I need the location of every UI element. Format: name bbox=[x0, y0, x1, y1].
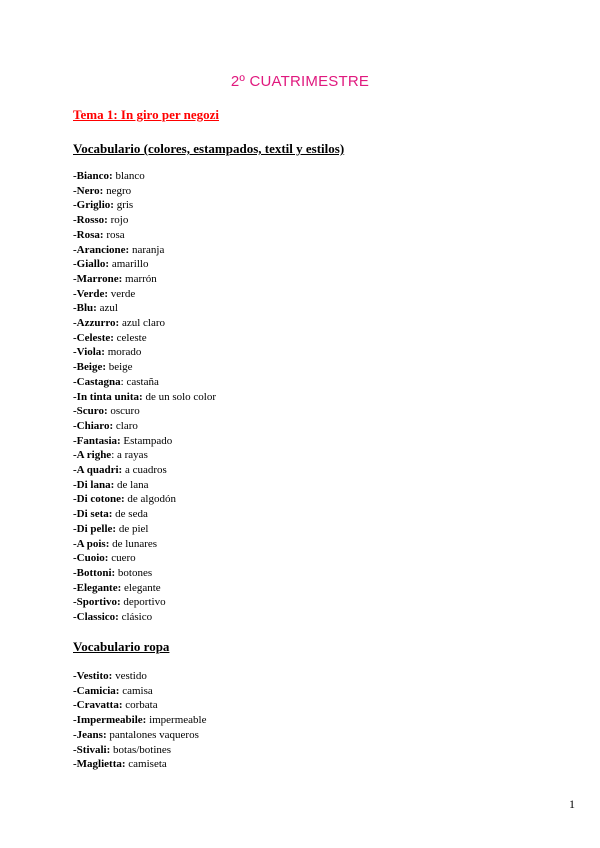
vocab-translation: claro bbox=[113, 419, 138, 432]
vocab-translation: oscuro bbox=[107, 405, 140, 418]
vocab-translation: negro bbox=[103, 184, 132, 197]
vocab-translation: azul claro bbox=[119, 317, 166, 330]
list-item bbox=[73, 492, 216, 507]
list-item bbox=[73, 757, 206, 772]
list-item bbox=[73, 390, 216, 405]
vocab-translation: botones bbox=[115, 566, 153, 579]
vocab-translation: botas/botines bbox=[110, 743, 172, 756]
list-item bbox=[73, 316, 216, 331]
vocab-translation: de un solo color bbox=[142, 390, 217, 403]
list-item bbox=[73, 566, 216, 581]
list-item bbox=[73, 610, 216, 625]
clothing-vocabulary-list bbox=[73, 669, 206, 772]
vocab-term: -Rosso: bbox=[73, 214, 108, 227]
vocab-term: -Chiaro: bbox=[73, 419, 114, 432]
vocab-term: -Di lana: bbox=[73, 478, 115, 491]
vocab-translation: clásico bbox=[118, 611, 153, 624]
vocabulary-list bbox=[73, 169, 216, 625]
list-item bbox=[73, 448, 216, 463]
tema-heading: Tema 1: In giro per negozi bbox=[73, 107, 220, 122]
vocab-term: -Di pelle: bbox=[73, 522, 117, 535]
vocab-term: -A quadri: bbox=[73, 464, 123, 477]
vocab-term: -Griglio: bbox=[73, 199, 114, 212]
vocab-term: -Marrone: bbox=[73, 272, 123, 285]
vocab-term: -Di seta: bbox=[73, 508, 113, 521]
vocab-translation: deportivo bbox=[120, 596, 166, 609]
vocabulary-heading: Vocabulario (colores, estampados, textil y estilos) bbox=[73, 141, 345, 156]
vocab-translation: elegante bbox=[121, 581, 161, 594]
vocab-term: -Blu: bbox=[73, 302, 97, 315]
list-item bbox=[73, 243, 216, 258]
vocab-term: -Vestito: bbox=[73, 670, 113, 682]
list-item bbox=[73, 375, 216, 390]
list-item bbox=[73, 287, 216, 302]
list-item bbox=[73, 595, 216, 610]
list-item bbox=[73, 198, 216, 213]
list-item bbox=[73, 743, 206, 758]
vocab-translation: morado bbox=[104, 346, 142, 359]
list-item bbox=[73, 213, 216, 228]
vocab-term: -Sportivo: bbox=[73, 596, 121, 609]
vocab-translation: rojo bbox=[107, 214, 129, 227]
vocab-translation: de algodón bbox=[124, 493, 176, 506]
vocab-term: -Impermeabile: bbox=[73, 714, 147, 727]
list-item bbox=[73, 228, 216, 243]
vocab-term: -Cuoio: bbox=[73, 552, 109, 565]
vocab-term: -Giallo: bbox=[73, 258, 110, 271]
vocab-term: -Verde: bbox=[73, 287, 109, 300]
vocab-translation: blanco bbox=[112, 170, 145, 182]
vocab-term: -Rosa: bbox=[73, 228, 104, 241]
vocab-term: -Camicia: bbox=[73, 684, 120, 697]
list-item bbox=[73, 434, 216, 449]
vocab-term: -Maglietta: bbox=[73, 758, 126, 771]
vocab-translation: amarillo bbox=[109, 258, 149, 271]
vocab-term: -Cravatta: bbox=[73, 699, 123, 712]
vocab-translation: : a rayas bbox=[111, 449, 148, 462]
vocab-translation: naranja bbox=[129, 243, 165, 256]
list-item bbox=[73, 463, 216, 478]
page-number: 1 bbox=[569, 797, 575, 811]
list-item bbox=[73, 551, 216, 566]
list-item bbox=[73, 728, 206, 743]
vocab-term: -Castagna bbox=[73, 375, 121, 388]
vocab-term: -Fantasia: bbox=[73, 434, 121, 447]
list-item bbox=[73, 360, 216, 375]
vocab-translation: verde bbox=[108, 287, 136, 300]
vocab-translation: gris bbox=[113, 199, 134, 212]
vocab-translation: a cuadros bbox=[122, 464, 167, 477]
list-item bbox=[73, 713, 206, 728]
list-item bbox=[73, 404, 216, 419]
list-item bbox=[73, 345, 216, 360]
vocab-term: -Jeans: bbox=[73, 728, 107, 741]
vocab-translation: de piel bbox=[116, 522, 149, 535]
vocab-translation: beige bbox=[105, 361, 133, 374]
vocab-translation: de lana bbox=[114, 478, 149, 491]
vocab-term: -Classico: bbox=[73, 611, 119, 624]
list-item bbox=[73, 698, 206, 713]
list-item bbox=[73, 184, 216, 199]
list-item bbox=[73, 257, 216, 272]
vocab-term: -Scuro: bbox=[73, 405, 108, 418]
list-item bbox=[73, 581, 216, 596]
vocab-translation: azul bbox=[96, 302, 118, 315]
vocab-term: -Arancione: bbox=[73, 243, 130, 256]
vocab-term: -Stivali: bbox=[73, 743, 111, 756]
vocab-translation: cuero bbox=[108, 552, 136, 565]
vocab-translation: corbata bbox=[122, 699, 158, 712]
list-item bbox=[73, 684, 206, 699]
list-item bbox=[73, 419, 216, 434]
vocab-translation: de lunares bbox=[109, 537, 158, 550]
vocab-term: -A righe bbox=[73, 449, 112, 462]
vocab-translation: rosa bbox=[103, 228, 125, 241]
vocab-term: -A pois: bbox=[73, 537, 110, 550]
list-item bbox=[73, 169, 216, 184]
list-item bbox=[73, 522, 216, 537]
vocab-translation: de seda bbox=[112, 508, 148, 521]
vocab-translation: camisa bbox=[119, 684, 153, 697]
list-item bbox=[73, 301, 216, 316]
vocab-translation: : castaña bbox=[120, 375, 159, 388]
list-item bbox=[73, 331, 216, 346]
list-item bbox=[73, 478, 216, 493]
vocab-term: -Azzurro: bbox=[73, 317, 120, 330]
vocab-translation: celeste bbox=[113, 331, 147, 344]
vocab-translation: camiseta bbox=[125, 758, 167, 771]
vocab-translation: impermeable bbox=[146, 714, 207, 727]
list-item bbox=[73, 272, 216, 287]
list-item bbox=[73, 537, 216, 552]
page-title: 2º CUATRIMESTRE bbox=[230, 73, 370, 90]
vocab-term: -Beige: bbox=[73, 361, 106, 374]
vocab-translation: vestido bbox=[112, 670, 147, 682]
clothing-vocabulary-heading: Vocabulario ropa bbox=[73, 639, 170, 654]
vocab-term: -In tinta unita: bbox=[73, 390, 143, 403]
vocab-term: -Di cotone: bbox=[73, 493, 125, 506]
vocab-term: -Bianco: bbox=[73, 170, 113, 182]
vocab-translation: marrón bbox=[122, 272, 157, 285]
vocab-term: -Viola: bbox=[73, 346, 105, 359]
list-item bbox=[73, 669, 206, 684]
vocab-term: -Elegante: bbox=[73, 581, 122, 594]
vocab-term: -Bottoni: bbox=[73, 566, 116, 579]
vocab-term: -Nero: bbox=[73, 184, 104, 197]
vocab-translation: Estampado bbox=[120, 434, 173, 447]
list-item bbox=[73, 507, 216, 522]
vocab-translation: pantalones vaqueros bbox=[106, 728, 199, 741]
vocab-term: -Celeste: bbox=[73, 331, 114, 344]
